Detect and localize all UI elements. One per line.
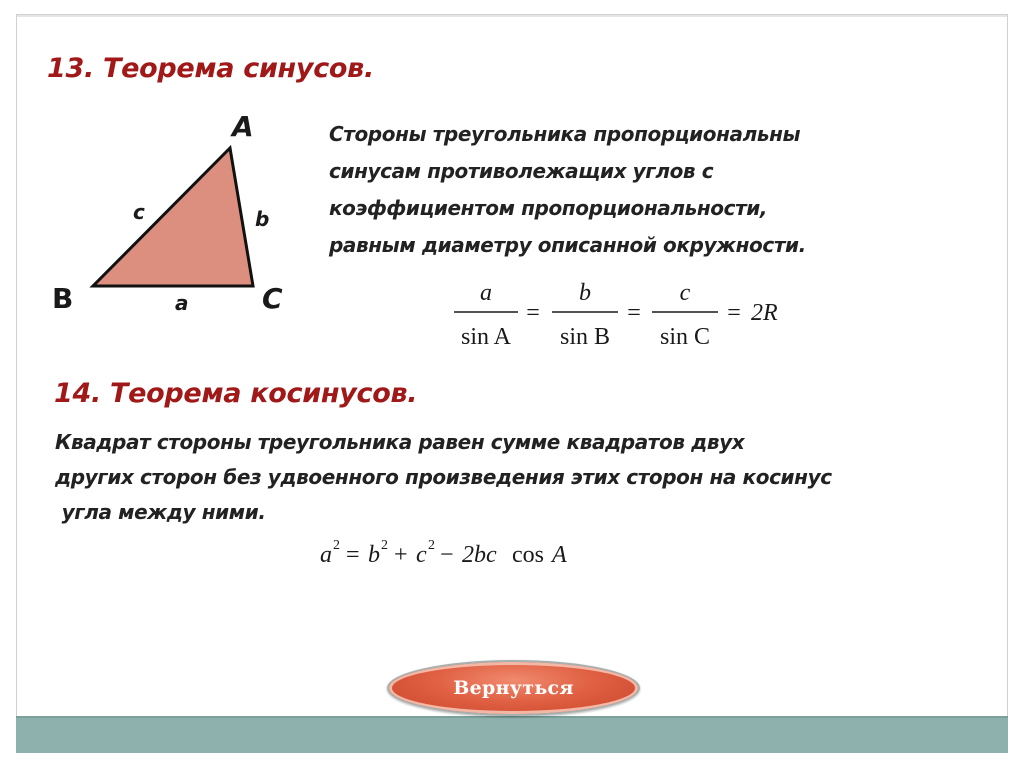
formula-minus: − [440,542,454,568]
equals-sign: = [627,300,641,326]
formula-equals: = [346,542,360,568]
formula-exponent: 2 [381,538,388,553]
sine-text-line: коэффициентом пропорциональности, [329,196,768,220]
sine-text-line: Стороны треугольника пропорциональны [329,122,801,146]
sine-text-line: синусам противолежащих углов с [329,159,714,183]
formula-denominator-sin-c: sin C [659,324,711,350]
vertex-a-label: A [232,110,254,143]
formula-var-c: c [416,542,427,568]
equals-sign: = [526,300,540,326]
formula-rhs: 2R [751,300,778,326]
formula-numerator-b: b [579,280,591,306]
formula-numerator-c: c [679,280,691,306]
back-button[interactable] [387,660,640,716]
sine-text-line: равным диаметру описанной окружности. [329,233,806,257]
cosine-theorem-text [55,425,832,530]
back-button-label: Вернуться [453,677,574,699]
vertex-b-label: B [52,282,74,315]
side-a-label: a [175,291,189,315]
formula-denominator-sin-b: sin B [559,324,611,350]
formula-term-2bc: 2bc [462,542,497,568]
sine-theorem-formula [440,272,800,352]
cosine-text-line: Квадрат стороны треугольника равен сумме квадратов двух [55,430,745,454]
formula-numerator-a: a [480,280,492,306]
equals-sign: = [727,300,741,326]
formula-var-b: b [368,542,380,568]
formula-angle-a: A [552,542,567,568]
formula-cos: cos [512,542,544,568]
sine-theorem-heading: 13. Теорема синусов. [47,53,374,84]
cosine-theorem-formula [316,532,626,576]
formula-var-a: a [320,542,332,568]
formula-exponent: 2 [333,538,340,553]
cosine-text-line: угла между ними. [55,500,266,524]
sine-theorem-text [329,116,806,264]
vertex-c-label: C [262,282,283,315]
cosine-theorem-heading: 14. Теорема косинусов. [54,378,418,409]
side-b-label: b [255,207,270,231]
triangle-shape [93,148,253,286]
cosine-text-line: других сторон без удвоенного произведения этих сторон на косинус [55,465,832,489]
side-c-label: c [133,200,145,224]
formula-exponent: 2 [428,538,435,553]
formula-denominator-sin-a: sin A [460,324,512,350]
formula-plus: + [394,542,408,568]
